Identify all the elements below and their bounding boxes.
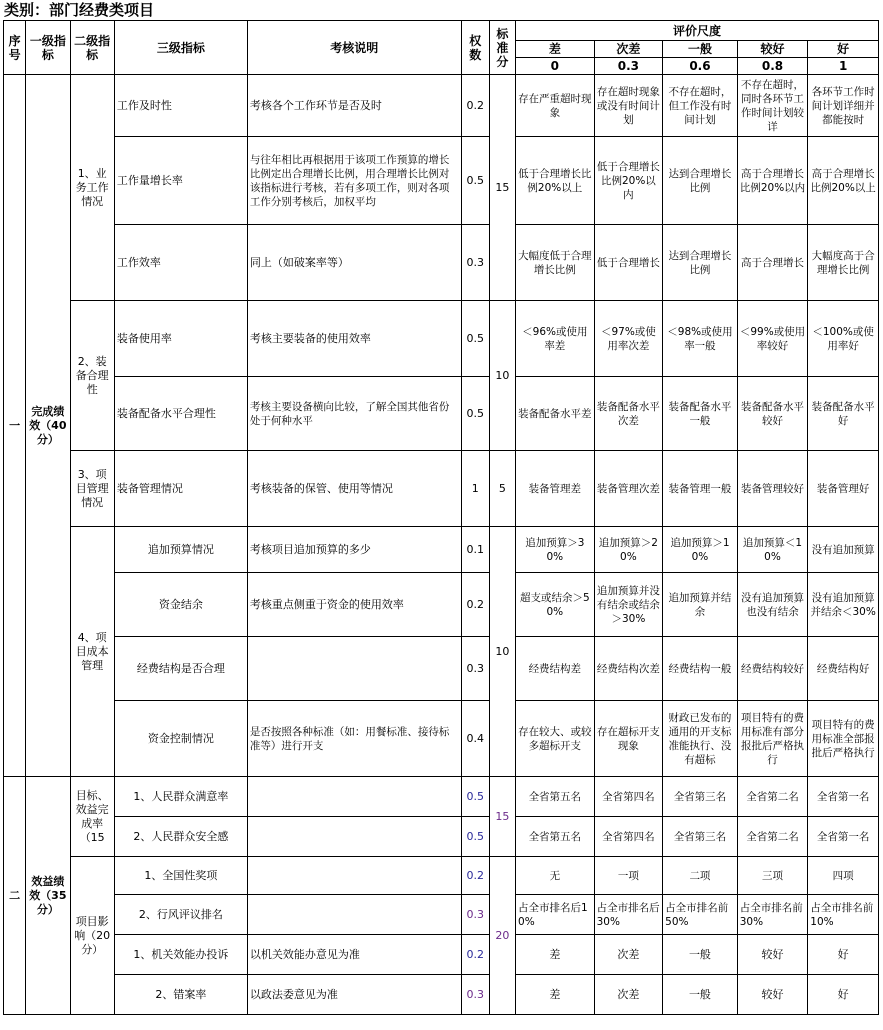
weight-cell: 0.5	[461, 301, 489, 377]
table-row	[4, 637, 879, 701]
section-seq: 二	[4, 777, 26, 1015]
grade-cell: 四项	[808, 857, 879, 895]
group-name: 1、业务工作情况	[70, 75, 114, 301]
desc-cell: 与往年相比再根据用于该项工作预算的增长比例定出合理增长比例，用合理增长比例对该指标进行考核，若有多项工作，则对各项工作分别考核后，加权平均	[247, 137, 461, 225]
grade-cell: 占全市排名前30%	[737, 895, 808, 935]
level3-cell: 经费结构是否合理	[114, 637, 247, 701]
desc-cell: 考核项目追加预算的多少	[247, 527, 461, 573]
score-cell: 10	[489, 301, 515, 451]
grade-value: 0.3	[594, 58, 663, 75]
grade-cell: 全省第二名	[737, 817, 808, 857]
grade-cell: 经费结构差	[516, 637, 595, 701]
weight-cell: 0.2	[461, 573, 489, 637]
group-name: 目标、效益完成率（15	[70, 777, 114, 857]
level3-cell: 1、机关效能办投诉	[114, 935, 247, 975]
grade-cell: 经费结构较好	[737, 637, 808, 701]
level3-cell: 资金控制情况	[114, 701, 247, 777]
score-cell: 15	[489, 777, 515, 857]
grade-cell: 存在超标开支现象	[594, 701, 663, 777]
grade-cell: 没有追加预算	[808, 527, 879, 573]
grade-label: 好	[808, 41, 879, 58]
desc-cell	[247, 857, 461, 895]
page-title: 类别：部门经费类项目	[4, 1, 155, 19]
grade-cell: 全省第四名	[594, 817, 663, 857]
table-row	[4, 777, 879, 817]
score-cell: 15	[489, 75, 515, 301]
grade-label: 次差	[594, 41, 663, 58]
grade-cell: 装备管理一般	[663, 451, 738, 527]
table-row	[4, 225, 879, 301]
weight-cell: 0.3	[461, 637, 489, 701]
weight-cell: 0.5	[461, 137, 489, 225]
table-row	[4, 975, 879, 1015]
grade-value: 0.8	[737, 58, 808, 75]
grade-cell: 达到合理增长比例	[663, 225, 738, 301]
weight-cell: 0.3	[461, 975, 489, 1015]
header-score: 标准分	[489, 21, 515, 75]
grade-cell: 全省第三名	[663, 817, 738, 857]
grade-cell: 大幅度低于合理增长比例	[516, 225, 595, 301]
grade-cell: 经费结构次差	[594, 637, 663, 701]
table-row	[4, 701, 879, 777]
grade-cell: 全省第五名	[516, 777, 595, 817]
level3-cell: 装备管理情况	[114, 451, 247, 527]
grade-cell: 项目特有的费用标准全部报批后严格执行	[808, 701, 879, 777]
header-scale: 评价尺度	[516, 21, 879, 41]
grade-label: 一般	[663, 41, 738, 58]
grade-cell: 全省第三名	[663, 777, 738, 817]
grade-cell: 占全市排名后30%	[594, 895, 663, 935]
grade-cell: 追加预算＜10%	[737, 527, 808, 573]
desc-cell: 同上（如破案率等）	[247, 225, 461, 301]
table-row	[4, 895, 879, 935]
grade-cell: 装备配备水平一般	[663, 377, 738, 451]
level3-cell: 装备使用率	[114, 301, 247, 377]
grade-cell: 三项	[737, 857, 808, 895]
grade-cell: 装备管理较好	[737, 451, 808, 527]
weight-cell: 0.4	[461, 701, 489, 777]
weight-cell: 0.5	[461, 817, 489, 857]
grade-cell: 全省第一名	[808, 817, 879, 857]
header-level3: 三级指标	[114, 21, 247, 75]
grade-cell: ＜98%或使用率一般	[663, 301, 738, 377]
level3-cell: 工作量增长率	[114, 137, 247, 225]
grade-cell: 占全市排名后10%	[516, 895, 595, 935]
grade-value: 1	[808, 58, 879, 75]
header-level2: 二级指标	[70, 21, 114, 75]
grade-cell: 项目特有的费用标准有部分报批后严格执行	[737, 701, 808, 777]
desc-cell: 考核重点侧重于资金的使用效率	[247, 573, 461, 637]
grade-value: 0	[516, 58, 595, 75]
grade-cell: 装备管理好	[808, 451, 879, 527]
group-name: 项目影响（20分）	[70, 857, 114, 1015]
weight-cell: 0.5	[461, 777, 489, 817]
level3-cell: 装备配备水平合理性	[114, 377, 247, 451]
grade-cell: 装备配备水平较好	[737, 377, 808, 451]
grade-cell: 财政已发布的通用的开支标准能执行、没有超标	[663, 701, 738, 777]
grade-cell: 一般	[663, 975, 738, 1015]
grade-cell: 高于合理增长	[737, 225, 808, 301]
level3-cell: 2、行风评议排名	[114, 895, 247, 935]
weight-cell: 0.2	[461, 935, 489, 975]
grade-cell: 二项	[663, 857, 738, 895]
table-row	[4, 137, 879, 225]
grade-cell: 次差	[594, 935, 663, 975]
grade-cell: 追加预算并结余	[663, 573, 738, 637]
weight-cell: 0.2	[461, 75, 489, 137]
grade-cell: 追加预算＞30%	[516, 527, 595, 573]
grade-cell: 差	[516, 975, 595, 1015]
grade-cell: 达到合理增长比例	[663, 137, 738, 225]
grade-label: 差	[516, 41, 595, 58]
grade-cell: 好	[808, 975, 879, 1015]
table-row	[4, 377, 879, 451]
grade-cell: 一项	[594, 857, 663, 895]
grade-cell: 追加预算＞10%	[663, 527, 738, 573]
grade-cell: 占全市排名前50%	[663, 895, 738, 935]
grade-cell: 不存在超时，同时各环节工作时间计划较详	[737, 75, 808, 137]
header-seq: 序号	[4, 21, 26, 75]
grade-cell: 一般	[663, 935, 738, 975]
grade-cell: ＜99%或使用率较好	[737, 301, 808, 377]
score-cell: 10	[489, 527, 515, 777]
grade-cell: ＜100%或使用率好	[808, 301, 879, 377]
weight-cell: 0.1	[461, 527, 489, 573]
grade-cell: 超支或结余＞50%	[516, 573, 595, 637]
weight-cell: 0.5	[461, 377, 489, 451]
table-row	[4, 857, 879, 895]
header-weight: 权数	[461, 21, 489, 75]
grade-cell: 高于合理增长比例20%以上	[808, 137, 879, 225]
grade-cell: 全省第二名	[737, 777, 808, 817]
grade-label: 较好	[737, 41, 808, 58]
score-cell: 5	[489, 451, 515, 527]
grade-cell: 全省第五名	[516, 817, 595, 857]
desc-cell	[247, 895, 461, 935]
grade-cell: 没有追加预算并结余＜30%	[808, 573, 879, 637]
grade-cell: 经费结构一般	[663, 637, 738, 701]
evaluation-table	[3, 20, 879, 1015]
level3-cell: 资金结余	[114, 573, 247, 637]
desc-cell: 考核各个工作环节是否及时	[247, 75, 461, 137]
table-row	[4, 301, 879, 377]
grade-cell: 无	[516, 857, 595, 895]
section-name: 效益绩效（35分）	[26, 777, 70, 1015]
grade-cell: 好	[808, 935, 879, 975]
level3-cell: 1、全国性奖项	[114, 857, 247, 895]
desc-cell	[247, 637, 461, 701]
table-row	[4, 75, 879, 137]
grade-cell: 存在较大、或较多超标开支	[516, 701, 595, 777]
table-row	[4, 451, 879, 527]
level3-cell: 工作及时性	[114, 75, 247, 137]
grade-cell: 高于合理增长比例20%以内	[737, 137, 808, 225]
grade-cell: 较好	[737, 975, 808, 1015]
score-cell: 20	[489, 857, 515, 1015]
table-row	[4, 817, 879, 857]
table-row	[4, 935, 879, 975]
level3-cell: 1、人民群众满意率	[114, 777, 247, 817]
grade-value: 0.6	[663, 58, 738, 75]
header-desc: 考核说明	[247, 21, 461, 75]
grade-cell: 没有追加预算也没有结余	[737, 573, 808, 637]
grade-cell: 经费结构好	[808, 637, 879, 701]
level3-cell: 追加预算情况	[114, 527, 247, 573]
weight-cell: 0.2	[461, 857, 489, 895]
grade-cell: ＜97%或使用率次差	[594, 301, 663, 377]
group-name: 4、项目成本管理	[70, 527, 114, 777]
grade-cell: 不存在超时，但工作没有时间计划	[663, 75, 738, 137]
header-level1: 一级指标	[26, 21, 70, 75]
grade-cell: 各环节工作时间计划详细并都能按时	[808, 75, 879, 137]
desc-cell	[247, 817, 461, 857]
grade-cell: 占全市排名前10%	[808, 895, 879, 935]
group-name: 2、装备合理性	[70, 301, 114, 451]
desc-cell: 考核主要设备横向比较，了解全国其他省份处于何种水平	[247, 377, 461, 451]
desc-cell: 以机关效能办意见为准	[247, 935, 461, 975]
grade-cell: 装备配备水平好	[808, 377, 879, 451]
grade-cell: 存在严重超时现象	[516, 75, 595, 137]
section-name: 完成绩效（40分）	[26, 75, 70, 777]
grade-cell: 差	[516, 935, 595, 975]
weight-cell: 1	[461, 451, 489, 527]
grade-cell: 装备配备水平次差	[594, 377, 663, 451]
desc-cell: 考核主要装备的使用效率	[247, 301, 461, 377]
table-row	[4, 573, 879, 637]
grade-cell: 全省第四名	[594, 777, 663, 817]
level3-cell: 2、错案率	[114, 975, 247, 1015]
group-name: 3、项目管理情况	[70, 451, 114, 527]
grade-cell: ＜96%或使用率差	[516, 301, 595, 377]
desc-cell: 考核装备的保管、使用等情况	[247, 451, 461, 527]
grade-cell: 低于合理增长	[594, 225, 663, 301]
grade-cell: 追加预算＞20%	[594, 527, 663, 573]
level3-cell: 工作效率	[114, 225, 247, 301]
grade-cell: 较好	[737, 935, 808, 975]
grade-cell: 装备管理差	[516, 451, 595, 527]
grade-cell: 装备配备水平差	[516, 377, 595, 451]
grade-cell: 低于合理增长比例20%以内	[594, 137, 663, 225]
grade-cell: 装备管理次差	[594, 451, 663, 527]
grade-cell: 大幅度高于合理增长比例	[808, 225, 879, 301]
grade-cell: 低于合理增长比例20%以上	[516, 137, 595, 225]
grade-cell: 追加预算并没有结余或结余＞30%	[594, 573, 663, 637]
desc-cell: 以政法委意见为准	[247, 975, 461, 1015]
section-seq: 一	[4, 75, 26, 777]
weight-cell: 0.3	[461, 895, 489, 935]
grade-cell: 存在超时现象或没有时间计划	[594, 75, 663, 137]
level3-cell: 2、人民群众安全感	[114, 817, 247, 857]
desc-cell: 是否按照各种标准（如：用餐标准、接待标准等）进行开支	[247, 701, 461, 777]
weight-cell: 0.3	[461, 225, 489, 301]
grade-cell: 次差	[594, 975, 663, 1015]
grade-cell: 全省第一名	[808, 777, 879, 817]
table-row	[4, 527, 879, 573]
desc-cell	[247, 777, 461, 817]
